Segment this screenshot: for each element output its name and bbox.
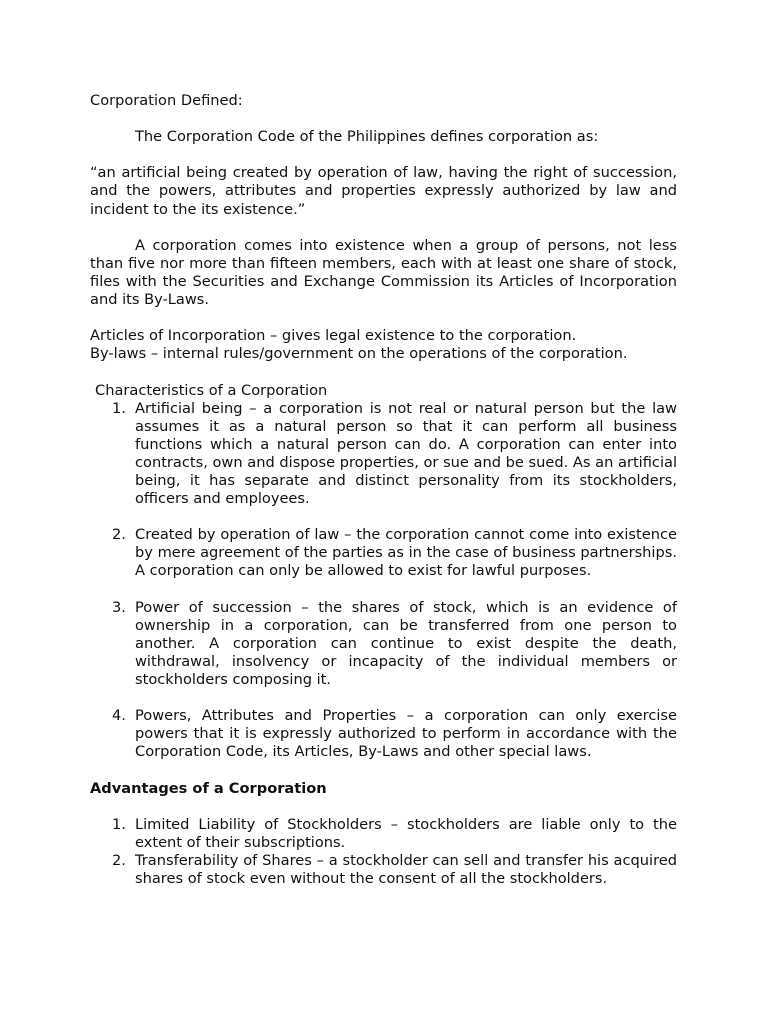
characteristics-list bbox=[90, 400, 677, 762]
list-item-number: 2. bbox=[112, 526, 126, 544]
section-heading-defined: Corporation Defined: bbox=[90, 92, 243, 109]
characteristics-heading: Characteristics of a Corporation bbox=[95, 381, 328, 399]
list-item bbox=[90, 707, 677, 761]
list-item-text: Powers, Attributes and Properties – a corporation can only exercise powers that it is expressly authorized to perform in accordance with the Corporation Code, its Articles, By-Laws and other special laws. bbox=[135, 707, 677, 761]
list-item-number: 1. bbox=[112, 399, 126, 417]
list-item-text: Limited Liability of Stockholders – stockholders are liable only to the extent of their subscriptions. bbox=[135, 815, 677, 851]
advantages-heading: Advantages of a Corporation bbox=[90, 779, 327, 797]
list-item-number: 2. bbox=[112, 851, 126, 869]
advantages-list bbox=[90, 816, 677, 888]
list-item bbox=[90, 599, 677, 689]
list-item bbox=[90, 852, 677, 888]
list-item-number: 1. bbox=[112, 815, 126, 833]
list-item-text: Artificial being – a corporation is not real or natural person but the law assumes it as a natural person so that it can perform all business functions which a natural person can do. A corporation can enter into contracts, own and dispose properties, or sue and be sued. As an artificial being, it has separate and distinct personality from its stockholders, officers and employees. bbox=[135, 399, 677, 508]
document-page bbox=[90, 92, 677, 888]
list-item-number: 4. bbox=[112, 707, 126, 725]
bylaws-definition: By-laws – internal rules/government on the operations of the corporation. bbox=[90, 345, 628, 363]
list-item-number: 3. bbox=[112, 598, 126, 616]
list-item-text: Created by operation of law – the corporation cannot come into existence by mere agreement of the parties as in the case of business partnerships. A corporation can only be allowed to exist for lawful purposes. bbox=[135, 526, 677, 580]
list-item-text: Power of succession – the shares of stock, which is an evidence of ownership in a corporation, can be transferred from one person to another. A corporation can continue to exist despite the death, withdrawal, insolvency or incapacity of the individual members or stockholders composing it. bbox=[135, 598, 677, 688]
intro-line: The Corporation Code of the Philippines defines corporation as: bbox=[135, 128, 599, 146]
list-item-text: Transferability of Shares – a stockholder can sell and transfer his acquired shares of stock even without the consent of all the stockholders. bbox=[135, 851, 677, 888]
definition-quote: “an artificial being created by operation of law, having the right of succession, and the powers, attributes and properties expressly authorized by law and incident to the its existence.” bbox=[90, 164, 677, 218]
articles-definition: Articles of Incorporation – gives legal existence to the corporation. bbox=[90, 327, 577, 345]
formation-paragraph: A corporation comes into existence when a group of persons, not less than five nor more than fifteen members, each with at least one share of stock, files with the Securities and Exchange Commission its Articles of Incorporation and its By-Laws. bbox=[90, 236, 677, 309]
list-item bbox=[90, 526, 677, 580]
list-item bbox=[90, 816, 677, 852]
list-item bbox=[90, 400, 677, 509]
